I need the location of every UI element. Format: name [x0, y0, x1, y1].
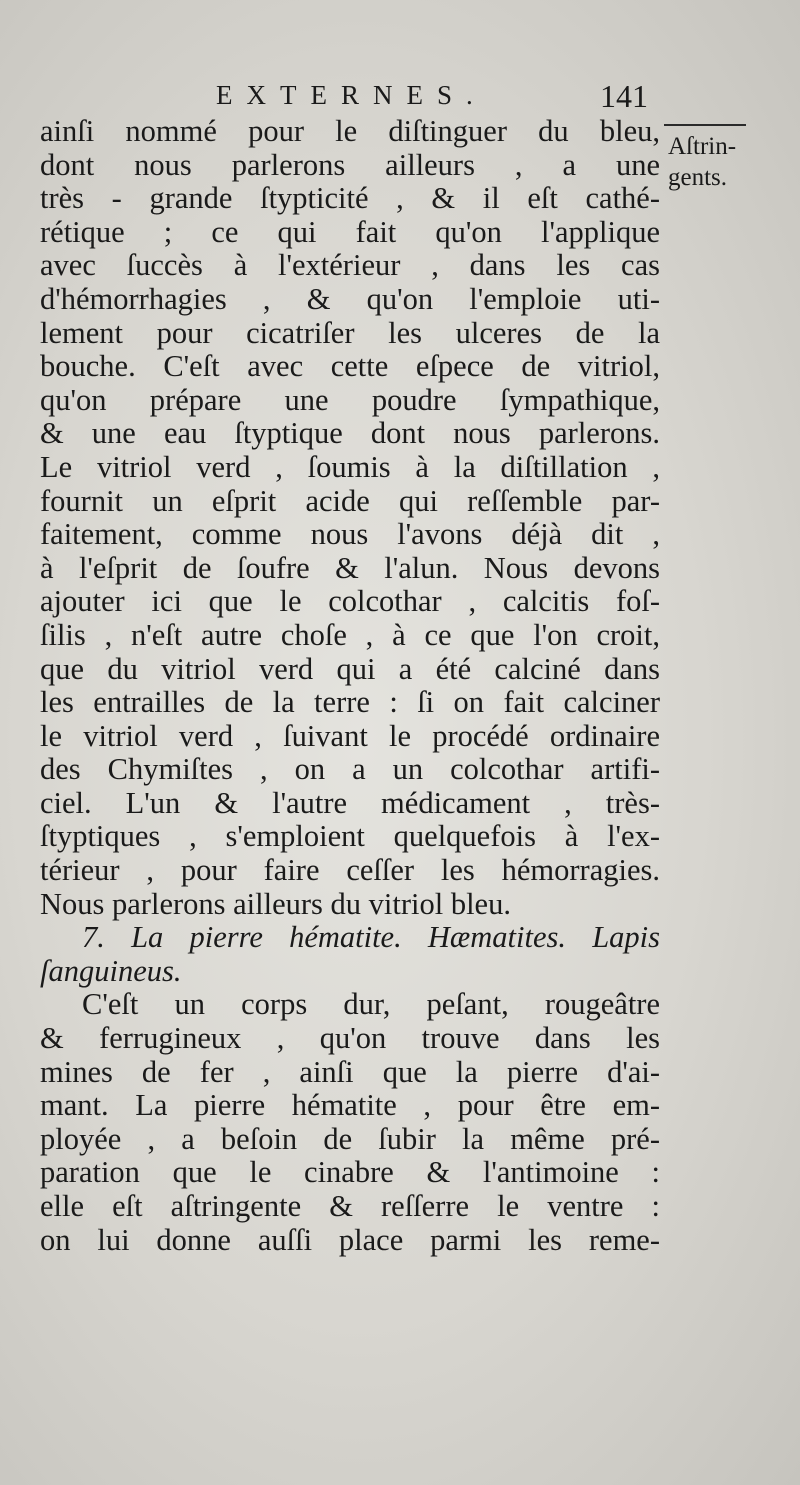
section-heading-continuation: ſanguineus.	[40, 953, 182, 988]
text-line: ſilis , n'eſt autre choſe , à ce que l'on croit,	[40, 617, 660, 652]
text-line: ainſi nommé pour le diſtinguer du bleu,	[40, 114, 660, 148]
text-line: térieur , pour faire ceſſer les hémorragies.	[40, 853, 660, 888]
text-line: Le vitriol verd , ſoumis à la diſtillation ,	[40, 449, 660, 484]
text-line: à l'eſprit de ſoufre & l'alun. Nous devons	[40, 550, 660, 585]
marginal-rule	[664, 124, 746, 126]
text-line: bouche. C'eſt avec cette eſpece de vitriol,	[40, 349, 660, 384]
text-line: rétique ; ce qui fait qu'on l'applique	[40, 214, 660, 249]
text-line: elle eſt aſtringente & reſſerre le ventre :	[40, 1189, 660, 1223]
text-line: dont nous parlerons ailleurs , a une	[40, 147, 660, 182]
marginal-note-line: gents.	[668, 164, 728, 191]
text-line: avec ſuccès à l'extérieur , dans les cas	[40, 248, 660, 283]
text-line: ſtyptiques , s'emploient quelquefois à l'ex-	[40, 819, 660, 854]
running-head: EXTERNES.	[216, 80, 487, 110]
text-line: qu'on prépare une poudre ſympathique,	[40, 382, 660, 417]
text-line: & une eau ſtyptique dont nous parlerons.	[40, 416, 660, 451]
section-heading: 7. La pierre hématite. Hæmatites. Lapis	[82, 920, 660, 955]
marginal-note-line: Aſtrin-	[668, 133, 737, 160]
page-number: 141	[600, 78, 648, 114]
marginal-note	[668, 131, 768, 193]
text-line: les entrailles de la terre : ſi on fait calciner	[40, 685, 660, 720]
text-line: des Chymiſtes , on a un colcothar artifi-	[40, 752, 660, 787]
text-line: paration que le cinabre & l'antimoine :	[40, 1155, 660, 1190]
text-line: très - grande ſtypticité , & il eſt cathé-	[40, 181, 660, 216]
text-line: mines de fer , ainſi que la pierre d'ai-	[40, 1054, 660, 1089]
text-line: C'eſt un corps dur, peſant, rougeâtre	[82, 987, 660, 1022]
body-text	[40, 115, 660, 1257]
text-line: Nous parlerons ailleurs du vitriol bleu.	[40, 886, 511, 921]
text-line: fournit un eſprit acide qui reſſemble par-	[40, 483, 660, 518]
text-line: le vitriol verd , ſuivant le procédé ordinaire	[40, 718, 660, 753]
text-line: d'hémorrhagies , & qu'on l'emploie uti-	[40, 281, 660, 316]
text-line: & ferrugineux , qu'on trouve dans les	[40, 1021, 660, 1056]
text-line: faitement, comme nous l'avons déjà dit ,	[40, 517, 660, 552]
text-line: on lui donne auſſi place parmi les reme-	[40, 1222, 660, 1257]
text-line: que du vitriol verd qui a été calciné dans	[40, 651, 660, 686]
text-line: ciel. L'un & l'autre médicament , très-	[40, 785, 660, 820]
text-line: ajouter ici que le colcothar , calcitis foſ-	[40, 584, 660, 619]
text-line: ployée , a beſoin de ſubir la même pré-	[40, 1121, 660, 1156]
text-line: lement pour cicatriſer les ulceres de la	[40, 315, 660, 350]
text-line: mant. La pierre hématite , pour être em-	[40, 1088, 660, 1123]
